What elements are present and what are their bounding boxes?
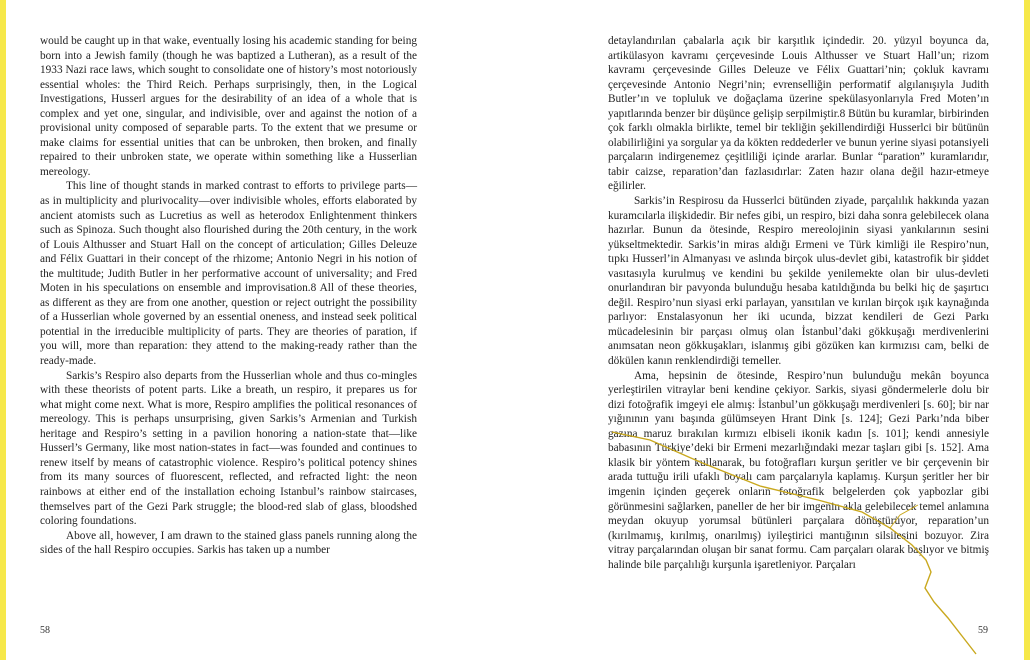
left-paragraph: Sarkis’s Respiro also departs from the Husserlian whole and thus co-mingles with these theorists of potent parts. Like a breath, un respiro, it prepares us for what might come next. What is more, Respiro amplifies the political resonances of mereology. This is perhaps unsurprising, given Sarkis’s Armenian and Turkish heritage and Respiro’s setting in a pavilion honoring a nation-state that—like Husserl’s Germany, like most nation-states in fact—was founded and continues to renew itself by means of catastrophic violence. Respiro’s political potency shines from its many sources of fluorescent, reflected, and refracted light: the neon rainbows at either end of the installation echoing Istanbul’s rainbow staircases, themselves part of the Gezi Park struggle; the blood-red slab of glass, bloodshed coloring foundations. [40,369,417,528]
right-paragraph: detaylandırılan çabalarla açık bir karşıtlık içindedir. 20. yüzyıl boyunca da, artikülasyon kavramı çerçevesinde Louis Althusser ve Stuart Hall’un; rizom kavramı çerçevesinde Gilles Deleuze ve Félix Guattari’nin; çokluk kavramı çerçevesinde Antonio Negri’nin; evrenselliğin performatif algılanışıyla Judith Butler’ın ve topluluk ve doğaçlama üzerine spekülasyonlarıyla Fred Moten’ın yapıtlarında benzer bir düşünce gelişip serpilmiştir.8 Bütün bu kuramlar, birbirinden çok farklı olmakla birlikte, temel bir tekliğin şekillendirdiği Husserlci bir bütünün olabilirliğini ya sorgular ya da kökten reddederler ve bunun yerine siyasi potansiyeli parçaların indirgenemez çeşitliliği içinde ararlar. Bunlar “paration” kuramlarıdır, tabir caizse, reparation’dan fazlasıdırlar: Zaten hazır olana değil hazır-etmeye eğilirler. [608,35,989,193]
left-paragraph: This line of thought stands in marked contrast to efforts to privilege parts—as in multiplicity and plurivocality—over indivisible wholes, efforts elaborated by ancient atomists such as Lucretius as well as heterodox Enlightenment thinkers such as Spinoza. Such thought also flourished during the 20th century, in the work of Louis Althusser and Stuart Hall on the concept of articulation; Gilles Deleuze and Félix Guattari in their concept of the rhizome; Antonio Negri in his notion of the multitude; Judith Butler in her performative account of universality; and Fred Moten in his speculations on ensemble and improvisation.8 All of these theories, as different as they are from one another, question or reject outright the possibility of a Husserlian whole governed by an essential oneness, and instead seek political potential in the irreducible multiplicity of parts. They are theories of paration, if you will, more than reparation: they attend to the making-ready rather than the ready-made. [40,180,417,368]
right-paragraph: Ama, hepsinin de ötesinde, Respiro’nun bulunduğu mekân boyunca yerleştirilen vitraylar beni kendine çekiyor. Sarkis, siyasi göndermelerle dolu bir dizi fotoğrafik imgeyi ele almış: İstanbul’un gökkuşağı merdivenleri [s. 60]; bir nar yığınının yanı başında gülümseyen Hrant Dink [s. 124]; Gezi Parkı’nda biber gazına maruz bırakılan kırmızı elbiseli ikonik kadın [s. 101]; kendi annesiyle babasının Türkiye’deki bir Ermeni mezarlığındaki mezar taşları gibi [s. 152]. Ama klasik bir yöntem kullanarak, bu fotoğrafları kurşun şeritler ve bir çerçevenin bir arada tuttuğu irili ufaklı boyalı cam parçalarıyla kaplamış. Kurşun şeritler her bir imgenin içinden geçerek onların fotoğrafik belgelerden çok yapbozlar gibi görünmesini sağlarken, paneller de her bir imgenin akla gelebilecek temel anlamına meydan okuyup yorumsal bütünleri parçalara dönüştürüyor, reparation’un (kırılmamış, kırılmış, onarılmış) iyileştirici mantığının silsilesini bozuyor. Zira vitray parçalarından oluşan bir sanat formu. Cam parçaları olarak başlıyor ve bitmiş halinde bile parçalılığı kurşunla işaretleniyor. Parçaları [608,369,989,571]
right-paragraph: Sarkis’in Respirosu da Husserlci bütünden ziyade, parçalılık hakkında yazan kuramcılarla ilişkidedir. Bir nefes gibi, un respiro, bizi daha sonra gelebilecek olana hazırlar. Bunun da ötesinde, Respiro mereolojinin siyasi yankılarının sesini yükseltmektedir. Sarkis’in miras aldığı Ermeni ve Türk kimliği ile Respiro’nun, tıpkı Husserl’in Almanyası ve aslında birçok ulus-devlet gibi, katastrofik bir şiddet vasıtasıyla kurulmuş ve kendini bu şekilde yenilemekte olan bir ulus-devleti onurlandıran bir pavyonda bulunduğu hesaba katıldığında bu belki hiç de şaşırtıcı değil. Respiro’nun siyasi erki parlayan, yansıtılan ve kırılan birçok ışık kaynağında parlıyor: Enstalasyonun her iki ucunda, bizzat kendileri de Gezi Parkı mücadelesinin bir parçası olmuş olan İstanbul’daki gökkuşağı merdivenlerini anımsatan neon gökkuşakları, islanmış gibi gözüken kan kırmızısı cam, belki de dökülen kanın renklendirdiği temeller. [608,195,989,368]
page-number-left: 58 [40,625,50,636]
left-paragraph: would be caught up in that wake, eventually losing his academic standing for being born into a Jewish family (though he was baptized a Lutheran), as a result of the 1933 Nazi race laws, which sought to consolidate one of history’s most notoriously essential wholes: the Third Reich. Perhaps surprisingly, then, in the Logical Investigations, Husserl argues for the desirability of an idea of a whole that is complex and yet one, singular, and indivisible, over and against the notion of a provisional unity composed of separable parts. To the extent that we presume or make claims for essential unities that can be unbroken, then broken, and finally repaired to their unbroken state, we operate within something like a Husserlian mereology. [40,35,417,178]
page-number-right: 59 [978,625,988,636]
left-paragraph: Above all, however, I am drawn to the stained glass panels running along the sides of the hall Respiro occupies. Sarkis has taken up a number [40,529,417,557]
